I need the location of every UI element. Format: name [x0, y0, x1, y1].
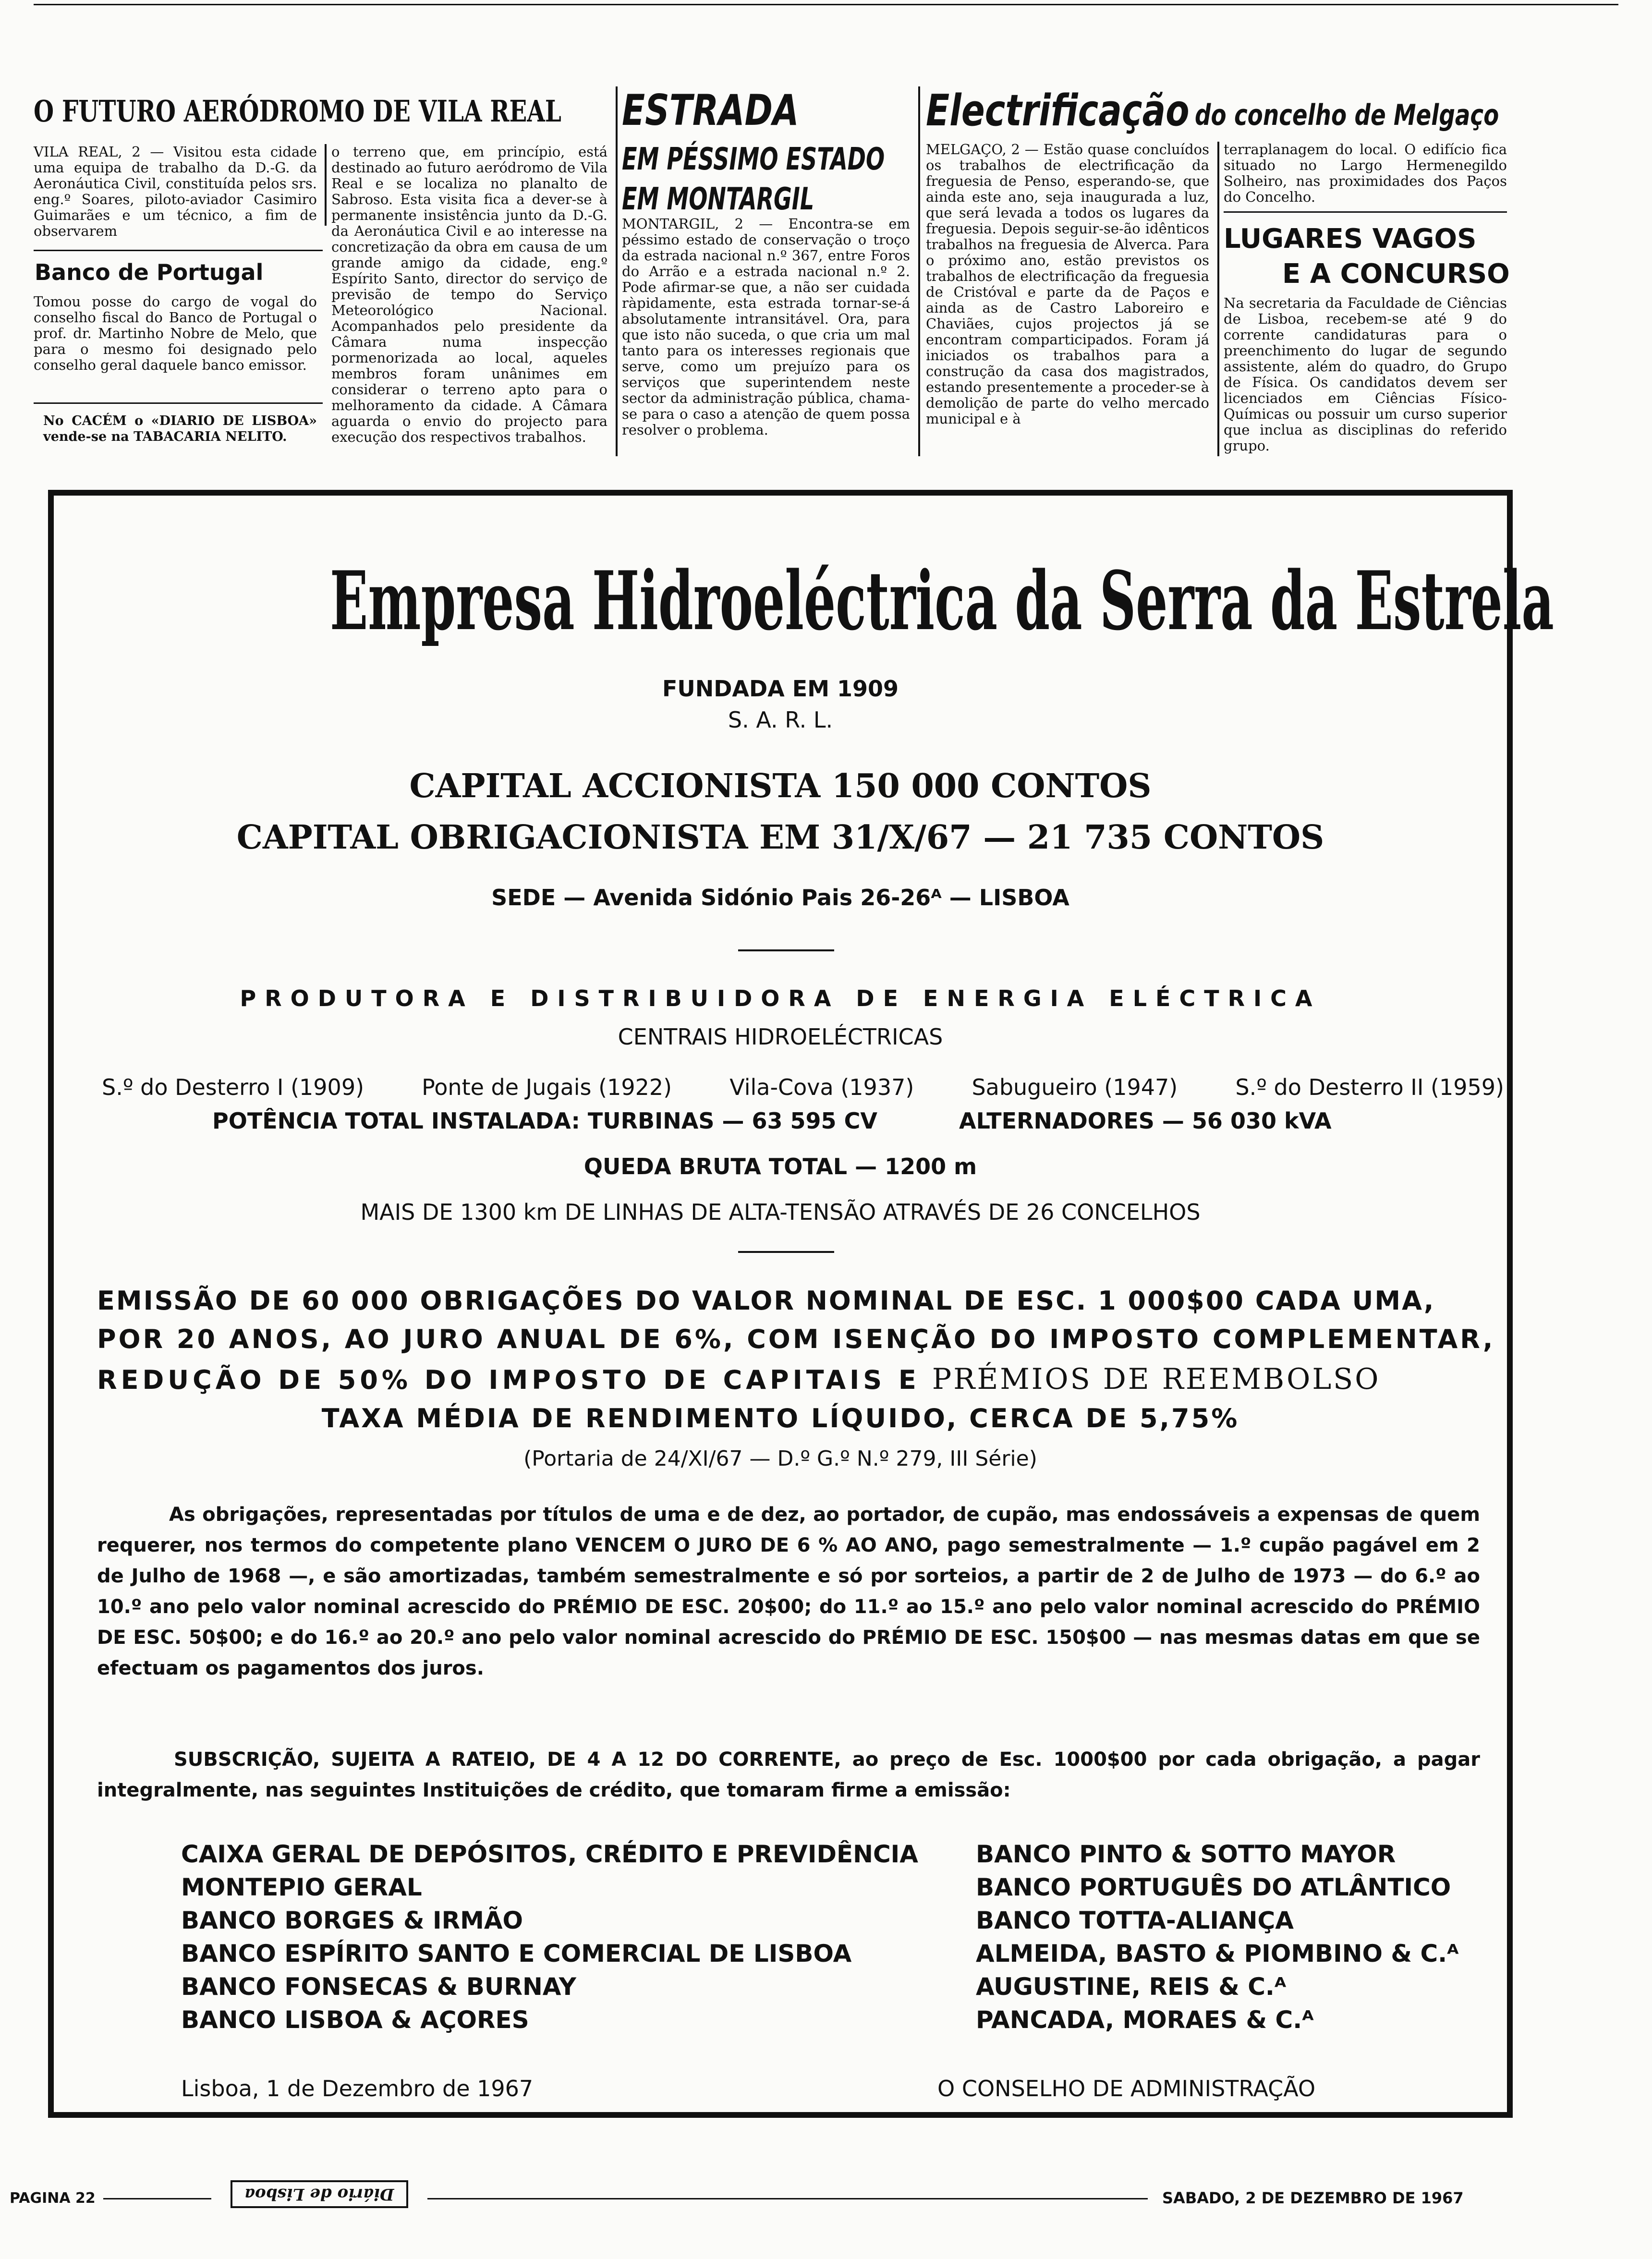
signature: O CONSELHO DE ADMINISTRAÇÃO — [937, 2076, 1316, 2101]
emissao-line-2: POR 20 ANOS, AO JURO ANUAL DE 6%, COM ISENÇÃO DO IMPOSTO COMPLEMENTAR, — [97, 1324, 1495, 1354]
queda: QUEDA BRUTA TOTAL — 1200 m — [583, 1154, 977, 1179]
banco-body: Tomou posse do cargo de vogal do conselho fiscal do Banco de Portugal o prof. dr. Martinho Nobre de Melo, que para o mesmo foi designado pelo conselho geral daquele banco emissor. — [34, 293, 317, 373]
taxa-rendimento: TAXA MÉDIA DE RENDIMENTO LÍQUIDO, CERCA DE 5,75% — [321, 1403, 1239, 1433]
plant-2: Ponte de Jugais (1922) — [422, 1074, 672, 1100]
lugares-body: Na secretaria da Faculdade de Ciências de Lisboa, recebem-se até 9 do corrente candidaturas para o preenchimento do lugar de segundo assistente, além do quadro, do Grupo de Física. Os candidatos devem ser licenciados em Ciências Físico-Químicas ou possuir um curso superior que inclua as disciplinas do referido grupo. — [1224, 295, 1507, 454]
footer-date: SABADO, 2 DE DEZEMBRO DE 1967 — [1162, 2189, 1464, 2207]
bank-item: ALMEIDA, BASTO & PIOMBINO & C.ᴬ — [976, 1940, 1459, 1968]
footer-rule — [103, 2198, 211, 2199]
alternadores: ALTERNADORES — 56 030 kVA — [959, 1108, 1332, 1134]
divider — [34, 402, 323, 404]
banks-right — [976, 1838, 1459, 2037]
place-date: Lisboa, 1 de Dezembro de 1967 — [181, 2076, 534, 2101]
footer-rule — [427, 2198, 1148, 2199]
divider — [1224, 211, 1507, 213]
banks-left — [181, 1838, 918, 2037]
headline-estrada: ESTRADA — [622, 85, 799, 135]
column-rule — [918, 86, 920, 456]
headline-estrada-2: EM PÉSSIMO ESTADO — [622, 142, 885, 177]
capital-obrigacionista: CAPITAL OBRIGACIONISTA EM 31/X/67 — 21 735 CONTOS — [236, 818, 1324, 857]
company-name: Empresa Hidroeléctrica da Serra da Estrela — [329, 553, 1554, 648]
divider — [34, 250, 323, 251]
bank-item: BANCO PORTUGUÊS DO ATLÂNTICO — [976, 1873, 1451, 1901]
emissao-line-3b: PRÉMIOS DE REEMBOLSO — [932, 1362, 1381, 1396]
plant-4: Sabugueiro (1947) — [972, 1074, 1178, 1100]
estrada-body: MONTARGIL, 2 — Encontra-se em péssimo estado de conservação o troço da estrada nacional n.º 367, entre Foros do Arrão e a estrada nacional n.º 2. Pode afirmar-se que, a não ser cuidada ràpidamente, esta estrada tornar-se-á absolutamente intransitável. Ora, para que isto não suceda, o que cria um mal tanto para os interesses regionais que serve, como um prejuízo para os serviços que superintendem neste sector da administração pública, chama-se para o caso a atenção de quem possa resolver o problema. — [622, 216, 910, 438]
bank-item: BANCO PINTO & SOTTO MAYOR — [976, 1840, 1396, 1868]
column-rule — [325, 144, 327, 226]
emissao-line-3 — [97, 1362, 1380, 1396]
bank-item: BANCO FONSECAS & BURNAY — [181, 1973, 576, 2001]
masthead-logo: Diário de Lisboa — [244, 2185, 394, 2204]
vila-real-col1: VILA REAL, 2 — Visitou esta cidade uma equipa de trabalho da D.-G. da Aeronáutica Civil, constituída pelos srs. eng.º Soares, piloto-aviador Casimiro Guimarães e um técnico, a fim de observarem — [34, 144, 317, 239]
sarl: S. A. R. L. — [728, 707, 833, 733]
bank-item: BANCO LISBOA & AÇORES — [181, 2006, 529, 2034]
headline-melgaco: do concelho de Melgaço — [1195, 98, 1499, 132]
plant-3: Vila-Cova (1937) — [729, 1074, 914, 1100]
advertisement-box — [48, 490, 1554, 2118]
sede-address: SEDE — Avenida Sidónio Pais 26-26ᴬ — LISBOA — [491, 885, 1069, 911]
bank-item: BANCO TOTTA-ALIANÇA — [976, 1907, 1294, 1934]
notice-cacem: No CACÉM o «DIARIO DE LISBOA» vende-se na TABACARIA NELITO. — [43, 413, 317, 444]
headline-banco-portugal: Banco de Portugal — [35, 259, 264, 285]
masthead-box — [231, 2180, 408, 2208]
portaria: (Portaria de 24/XI/67 — D.º G.º N.º 279, III Série) — [523, 1446, 1037, 1471]
column-rule — [616, 86, 618, 456]
bank-item: BANCO BORGES & IRMÃO — [181, 1907, 523, 1934]
melgaco-col1: MELGAÇO, 2 — Estão quase concluídos os trabalhos de electrificação da freguesia de Penso, esperando-se, que ainda este ano, seja inaugurada a luz, que será levada a todos os lugares da freguesia. Depois seguir-se-ão idênticos trabalhos na freguesia de Alverca. Para o próximo ano, estão previstos os trabalhos de electrificação da freguesia de Cristóval e parte da de Paços e ainda as de Castro Laboreiro e Chaviães, cujos projectos já se encontram comparticipados. Foram já iniciados os trabalhos para a construção da casa dos magistrados, estando presentemente a proceder-se à demolição de parte do velho mercado municipal e à — [926, 141, 1209, 427]
centrais: CENTRAIS HIDROELÉCTRICAS — [618, 1024, 943, 1050]
bank-item: MONTEPIO GERAL — [181, 1873, 422, 1901]
plant-1: S.º do Desterro I (1909) — [102, 1074, 364, 1100]
page-number: PAGINA 22 — [10, 2190, 96, 2207]
bank-item: AUGUSTINE, REIS & C.ᴬ — [976, 1973, 1287, 2001]
emissao-line-1: EMISSÃO DE 60 000 OBRIGAÇÕES DO VALOR NOMINAL DE ESC. 1 000$00 CADA UMA, — [97, 1286, 1435, 1316]
column-rule — [1217, 142, 1219, 456]
top-rule — [34, 4, 1618, 5]
plants-row — [102, 1074, 1504, 1100]
linhas: MAIS DE 1300 km DE LINHAS DE ALTA-TENSÃO ATRAVÉS DE 26 CONCELHOS — [360, 1199, 1201, 1225]
headline-electrificacao: Electrificação — [926, 85, 1190, 136]
headline-concurso: E A CONCURSO — [1282, 258, 1510, 290]
plant-5: S.º do Desterro II (1959) — [1235, 1074, 1504, 1100]
paragraph-subscricao: SUBSCRIÇÃO, SUJEITA A RATEIO, DE 4 A 12 DO CORRENTE, ao preço de Esc. 1000$00 por cada obrigação, a pagar integralmente, nas seguintes Instituições de crédito, que tomaram firme a emissão: — [97, 1749, 1480, 1801]
divider — [738, 1251, 834, 1253]
paragraph-obrigacoes: As obrigações, representadas por títulos de uma e de dez, ao portador, de cupão, mas endossáveis a expensas de quem requerer, nos termos do competente plano VENCEM O JURO DE 6 % AO ANO, pago semestralmente — 1.º cupão pagável em 2 de Julho de 1968 —, e são amortizadas, também semestralmente e só por sorteios, a partir de 2 de Julho de 1973 — do 6.º ao 10.º ano pelo valor nominal acrescido do PRÉMIO DE ESC. 20$00; do 11.º ao 15.º ano pelo valor nominal acrescido do PRÉMIO DE ESC. 50$00; e do 16.º ao 20.º ano pelo valor nominal acrescido do PRÉMIO DE ESC. 150$00 — nas mesmas datas em que se efectuam os pagamentos dos juros. — [97, 1504, 1480, 1679]
headline-vila-real: O FUTURO AERÓDROMO DE VILA REAL — [34, 94, 561, 129]
headline-lugares-vagos: LUGARES VAGOS — [1224, 223, 1477, 255]
potencia: POTÊNCIA TOTAL INSTALADA: TURBINAS — 63 595 CV — [212, 1108, 877, 1134]
divider — [738, 949, 834, 951]
bank-item: CAIXA GERAL DE DEPÓSITOS, CRÉDITO E PREVIDÊNCIA — [181, 1840, 918, 1868]
bank-item: PANCADA, MORAES & C.ᴬ — [976, 2006, 1314, 2034]
founded: FUNDADA EM 1909 — [662, 676, 899, 702]
bank-item: BANCO ESPÍRITO SANTO E COMERCIAL DE LISBOA — [181, 1940, 852, 1968]
headline-estrada-3: EM MONTARGIL — [622, 182, 814, 217]
melgaco-col2: terraplanagem do local. O edifício fica situado no Largo Hermenegildo Solheiro, nas proximidades dos Paços do Concelho. — [1224, 141, 1507, 205]
vila-real-col2: o terreno que, em princípio, está destinado ao futuro aeródromo de Vila Real e se localiza no planalto de Sabroso. Esta visita fica a dever-se à permanente insistência junto da D.-G. da Aeronáutica Civil e ao interesse na concretização da obra em causa de um grande amigo da cidade, eng.º Espírito Santo, director do serviço de previsão de tempo do Serviço Meteorológico Nacional. Acompanhados pelo presidente da Câmara numa inspecção pormenorizada ao local, aqueles membros foram unânimes em considerar o terreno apto para o melhoramento da cidade. A Câmara aguarda o envio do projecto para execução dos respectivos trabalhos. — [331, 144, 607, 445]
produtora: PRODUTORA E DISTRIBUIDORA DE ENERGIA ELÉCTRICA — [240, 985, 1321, 1011]
capital-accionista: CAPITAL ACCIONISTA 150 000 CONTOS — [409, 767, 1152, 805]
emissao-line-3a: REDUÇÃO DE 50% DO IMPOSTO DE CAPITAIS E — [97, 1365, 920, 1395]
